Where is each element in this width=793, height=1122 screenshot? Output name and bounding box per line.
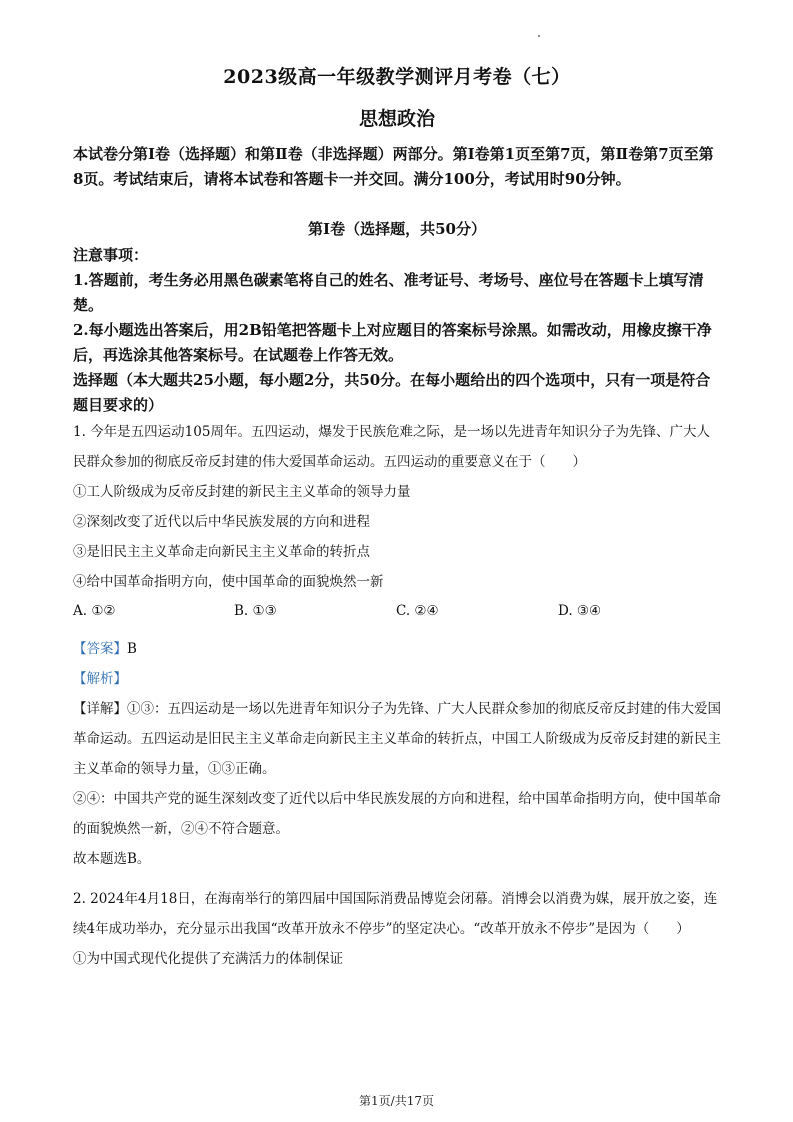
notes-heading: 注意事项： <box>73 246 149 264</box>
detail-tag: 【详解】 <box>73 701 127 717</box>
choice-instructions: 选择题（本大题共25小题，每小题2分，共50分。在每小题给出的四个选项中，只有一项是符合题目要求的） <box>73 371 711 414</box>
exam-subject: 思想政治 <box>358 108 435 130</box>
scan-dot <box>538 35 540 37</box>
conclusion: 故本题选B。 <box>73 851 151 867</box>
answer-value: B <box>127 641 137 657</box>
page-footer: 第1页/共17页 <box>359 1094 434 1108</box>
notes-block <box>73 243 721 418</box>
question-2 <box>73 884 721 974</box>
analysis-line <box>73 664 721 694</box>
answer-tag: 【答案】 <box>73 641 127 657</box>
exam-title: 2023级高一年级教学测评月考卷（七） <box>223 66 571 88</box>
option-d: D. ③④ <box>558 603 602 619</box>
exam-intro: 本试卷分第Ⅰ卷（选择题）和第Ⅱ卷（非选择题）两部分。第Ⅰ卷第1页至第7页，第Ⅱ卷第7页至第8页。考试结束后，请将本试卷和答题卡一并交回。满分100分，考试用时90分钟。 <box>73 145 714 188</box>
option-c: C. ②④ <box>396 603 439 619</box>
question-1 <box>73 417 721 597</box>
note-item: 1.答题前，考生务必用黑色碳素笔将自己的姓名、准考证号、考场号、座位号在答题卡上填写清楚。 <box>73 271 704 314</box>
question-stem: 2. 2024年4月18日，在海南举行的第四届中国国际消费品博览会闭幕。消博会以消费为媒，展开放之姿，连续4年成功举办，充分显示出我国“改革开放永不停步”的坚定决心。“改革开放永不停步”是因为（ ） <box>73 891 718 937</box>
option-b: B. ①③ <box>234 603 277 619</box>
detail-paragraph <box>73 694 721 784</box>
statement: ①工人阶级成为反帝反封建的新民主主义革命的领导力量 <box>73 484 411 500</box>
detail-paragraph-2: ②④：中国共产党的诞生深刻改变了近代以后中华民族发展的方向和进程，给中国革命指明方向，使中国革命的面貌焕然一新，②④不符合题意。 <box>73 791 721 837</box>
statement: ③是旧民主主义革命走向新民主主义革命的转折点 <box>73 544 370 560</box>
section-title: 第Ⅰ卷（选择题，共50分） <box>308 220 486 238</box>
statement: ①为中国式现代化提供了充满活力的体制保证 <box>73 951 343 967</box>
option-a: A. ①② <box>73 603 116 619</box>
question-1-answer <box>73 634 721 874</box>
statement: ④给中国革命指明方向，使中国革命的面貌焕然一新 <box>73 574 384 590</box>
statement: ②深刻改变了近代以后中华民族发展的方向和进程 <box>73 514 370 530</box>
answer-line <box>73 634 721 664</box>
note-item: 2.每小题选出答案后，用2B铅笔把答题卡上对应题目的答案标号涂黑。如需改动，用橡皮擦干净后，再选涂其他答案标号。在试题卷上作答无效。 <box>73 321 712 364</box>
detail-text: ①③：五四运动是一场以先进青年知识分子为先锋、广大人民群众参加的彻底反帝反封建的伟大爱国革命运动。五四运动是旧民主主义革命走向新民主主义革命的转折点，中国工人阶级成为反帝反封建的新民主主义革命的领导力量，①③正确。 <box>73 701 721 777</box>
analysis-tag: 【解析】 <box>73 671 127 687</box>
question-stem: 1. 今年是五四运动105周年。五四运动，爆发于民族危难之际，是一场以先进青年知识分子为先锋、广大人民群众参加的彻底反帝反封建的伟大爱国革命运动。五四运动的重要意义在于（ ） <box>73 424 710 470</box>
